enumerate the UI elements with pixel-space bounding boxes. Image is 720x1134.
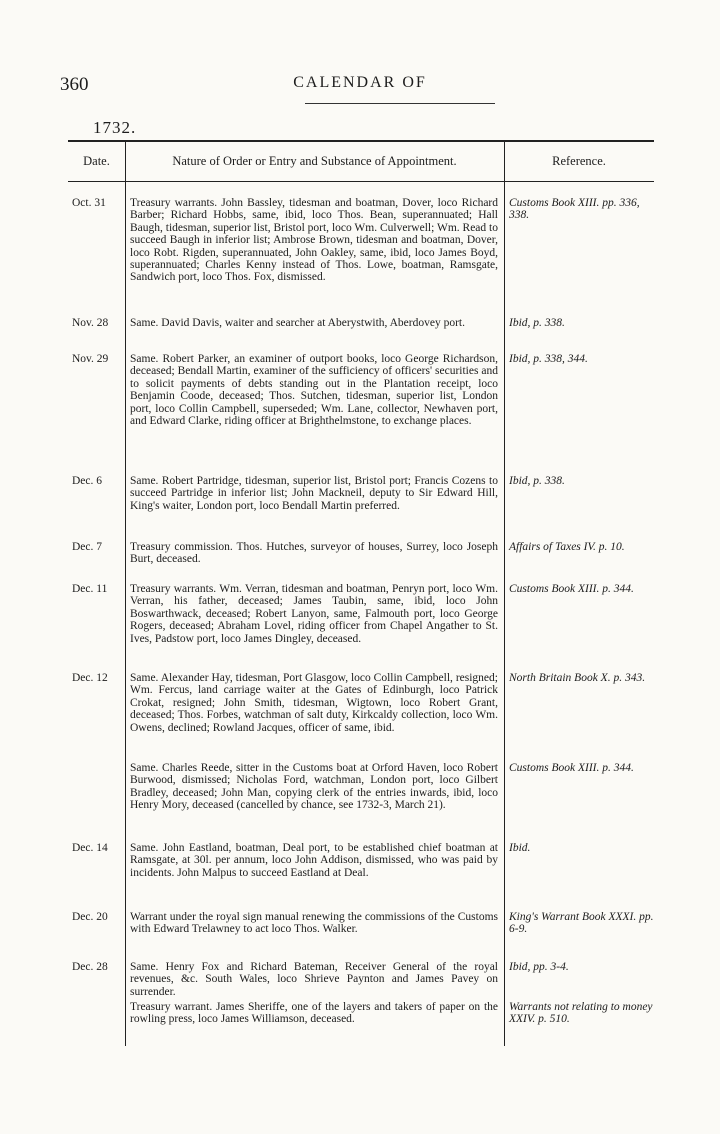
entry-date: Nov. 28	[72, 317, 109, 329]
entry-date: Dec. 11	[72, 583, 108, 595]
header-rule	[305, 103, 495, 104]
entry-date: Dec. 7	[72, 541, 103, 553]
entry-date: Dec. 20	[72, 911, 108, 923]
entry-reference: Warrants not relating to money XXIV. p. 510.	[509, 1001, 653, 1026]
entry-text: Treasury warrant. James Sheriffe, one of the layers and takers of paper on the rowling press, loco James Williamson, deceased.	[130, 1001, 498, 1026]
entry-reference: Ibid, p. 338.	[509, 317, 565, 329]
running-head: CALENDAR OF	[293, 74, 427, 91]
page-number: 360	[60, 74, 89, 95]
entry-reference: Customs Book XIII. p. 344.	[509, 583, 634, 595]
entry-text: Same. Robert Parker, an examiner of outport books, loco George Richardson, deceased; Bendall Martin, examiner of the sufficiency of officers' securities and to solicit payments of debts standing out in the Plantation receipt, loco Benjamin Coode, deceased; Thos. Sutchen, tidesman, superior list, London port, loco Collin Campbell, superseded; Wm. Lane, collector, Newhaven port, and Edward Clarke, riding officer at Brighthelmstone, to exchange places.	[130, 353, 498, 428]
calendar-table	[68, 140, 654, 1046]
table-top-rule	[68, 140, 654, 142]
entry-date: Dec. 28	[72, 961, 108, 973]
entry-reference: Ibid, pp. 3-4.	[509, 961, 569, 973]
year-label: 1732.	[93, 118, 137, 137]
table-header-rule	[68, 181, 654, 182]
entry-text: Treasury commission. Thos. Hutches, surveyor of houses, Surrey, loco Joseph Burt, deceased.	[130, 541, 498, 566]
entry-reference: Ibid, p. 338.	[509, 475, 565, 487]
column-header-reference: Reference.	[552, 154, 606, 168]
entry-date: Dec. 12	[72, 672, 108, 684]
entry-text: Treasury warrants. Wm. Verran, tidesman and boatman, Penryn port, loco Wm. Verran, his father, deceased; James Taubin, same, ibid, loco John Boswarthwack, deceased; Robert Lanyon, same, Falmouth port, loco George Rogers, deceased; Abraham Lovel, riding officer from Chapel Angather to St. Ives, Padstow port, loco James Dingley, deceased.	[130, 583, 498, 645]
entry-text: Same. Henry Fox and Richard Bateman, Receiver General of the royal revenues, &c. South Wales, loco Shrieve Paynton and James Pavey on surrender.	[130, 961, 498, 998]
entry-text: Same. Robert Partridge, tidesman, superior list, Bristol port; Francis Cozens to succeed Partridge in inferior list; John Mackneil, deputy to Sir Edward Hill, King's waiter, London port, loco Bendall Martin preferred.	[130, 475, 498, 512]
column-divider	[504, 140, 505, 1046]
entry-reference: Ibid.	[509, 842, 531, 854]
entry-text: Same. John Eastland, boatman, Deal port, to be established chief boatman at Ramsgate, at 30l. per annum, loco John Addison, dismissed, who was paid by incidents. John Malpus to succeed Eastland at Deal.	[130, 842, 498, 879]
column-header-nature: Nature of Order or Entry and Substance of Appointment.	[172, 154, 457, 168]
column-divider	[125, 140, 126, 1046]
entry-text: Same. Alexander Hay, tidesman, Port Glasgow, loco Collin Campbell, resigned; Wm. Fercus, land carriage waiter at the Gates of Edinburgh, loco Patrick Crokat, resigned; John Smith, tidesman, Wigtown, loco Robert Grant, deceased; Thos. Forbes, watchman of salt duty, Kirkcaldy collection, loco Wm. Owens, declined; Rowland Jacques, officer of same, ibid.	[130, 672, 498, 734]
entry-date: Oct. 31	[72, 197, 106, 209]
entry-text: Same. David Davis, waiter and searcher at Aberystwith, Aberdovey port.	[130, 317, 465, 329]
entry-date: Dec. 6	[72, 475, 103, 487]
entry-reference: Ibid, p. 338, 344.	[509, 353, 588, 365]
entry-reference: Customs Book XIII. p. 344.	[509, 762, 634, 774]
entry-date: Dec. 14	[72, 842, 108, 854]
entry-reference: King's Warrant Book XXXI. pp. 6-9.	[509, 911, 654, 936]
entry-text: Warrant under the royal sign manual renewing the commissions of the Customs with Edward Trelawney to act loco Thos. Walker.	[130, 911, 498, 936]
entry-text: Treasury warrants. John Bassley, tidesman and boatman, Dover, loco Richard Barber; Richard Hobbs, same, ibid, loco Thos. Bean, superannuated; Hall Baugh, tidesman, superior list, Bristol port, loco Wm. Culverwell; Wm. Read to succeed Baugh in inferior list; Ambrose Brown, tidesman and boatman, Dover, loco Robt. Rigden, superannuated, John Oakley, same, ibid, loco James Boyd, superannuated; Charles Kenny instead of Thos. Lowe, boatman, Ramsgate, Sandwich port, loco Thos. Fox, dismissed.	[130, 197, 498, 284]
entry-reference: Customs Book XIII. pp. 336, 338.	[509, 197, 640, 222]
entry-reference: Affairs of Taxes IV. p. 10.	[509, 541, 625, 553]
entry-date: Nov. 29	[72, 353, 109, 365]
entry-reference: North Britain Book X. p. 343.	[509, 672, 646, 684]
column-header-date: Date.	[83, 154, 110, 168]
entry-text: Same. Charles Reede, sitter in the Customs boat at Orford Haven, loco Robert Burwood, dismissed; Nicholas Ford, watchman, London port, loco Gilbert Bradley, deceased; John Man, copying clerk of the entries inwards, ibid, loco Henry Mory, deceased (cancelled by chance, see 1732-3, March 21).	[130, 762, 498, 812]
